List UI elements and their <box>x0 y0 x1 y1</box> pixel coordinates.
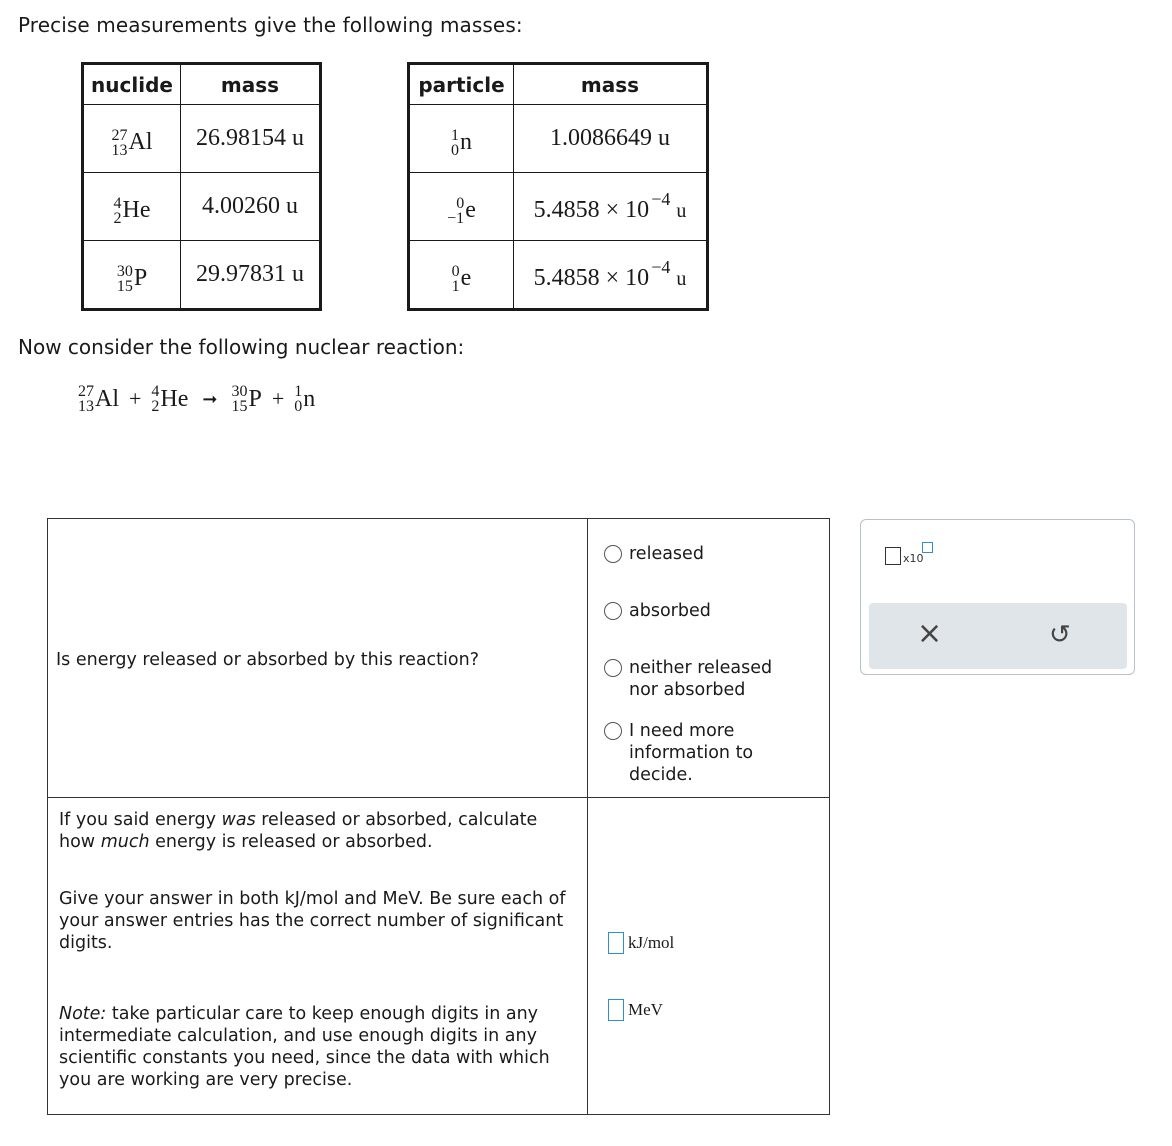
precision-note: Note: take particular care to keep enough digits in any intermediate calculation, and use enough digits in any scientific constants you need, since the data with which you are working are very precise. <box>59 1004 550 1090</box>
col-header-mass: mass <box>181 65 320 105</box>
particle-symbol: 0 −1 e <box>447 194 476 227</box>
nuclide-symbol: 30 15 P <box>116 262 148 295</box>
x10-label: x10 <box>903 552 924 565</box>
x10-base-box-icon <box>885 547 901 565</box>
table-row <box>84 241 320 309</box>
question-box <box>47 518 830 1115</box>
table-row <box>84 105 320 173</box>
reactant-helium: 4 2 He <box>151 383 189 415</box>
reactant-aluminum: 27 13 Al <box>78 383 119 415</box>
x10-exponent-button[interactable] <box>885 547 924 565</box>
table-row <box>410 173 707 241</box>
question-released-absorbed: Is energy released or absorbed by this reaction? <box>56 650 479 670</box>
nuclide-mass: 26.98154 u <box>181 105 320 173</box>
energy-options <box>604 543 824 786</box>
table-row <box>410 105 707 173</box>
product-neutron: 1 0 n <box>294 383 316 415</box>
question-calculate-energy: If you said energy was released or absorbed, calculate how much energy is released or absorbed. <box>59 810 538 852</box>
particle-table <box>409 64 707 309</box>
mev-answer-row <box>608 999 663 1021</box>
option-absorbed[interactable]: absorbed <box>604 600 824 622</box>
col-header-nuclide: nuclide <box>84 65 181 105</box>
option-released[interactable]: released <box>604 543 824 565</box>
option-neither[interactable]: neither released nor absorbed <box>604 657 784 701</box>
tool-actions-bar <box>869 603 1127 669</box>
nuclear-reaction <box>78 384 315 414</box>
kj-mol-input[interactable] <box>608 932 624 954</box>
table-row <box>410 241 707 309</box>
x10-exponent-box-icon <box>922 542 933 553</box>
plus-sign: + <box>129 386 142 411</box>
clear-icon[interactable]: × <box>917 616 943 651</box>
particle-mass: 5.4858 × 10 $^{-4}$ u <box>514 173 707 241</box>
intro-text: Precise measurements give the following masses: <box>18 13 523 37</box>
particle-symbol: 0 1 e <box>451 262 472 295</box>
particle-mass: 5.4858 × 10 $^{-4}$ u <box>514 241 707 309</box>
reaction-intro: Now consider the following nuclear reaction: <box>18 335 465 359</box>
option-need-more-info[interactable]: I need more information to decide. <box>604 720 774 786</box>
nuclide-symbol: 27 13 Al <box>111 126 153 159</box>
radio-button[interactable] <box>604 722 622 740</box>
nuclide-mass: 4.00260 u <box>181 173 320 241</box>
product-phosphorus: 30 15 P <box>231 383 262 415</box>
undo-icon[interactable]: ↺ <box>1049 620 1071 650</box>
kj-unit-label: kJ/mol <box>628 933 675 952</box>
nuclide-symbol: 4 2 He <box>113 194 151 227</box>
mev-input[interactable] <box>608 999 624 1021</box>
radio-button[interactable] <box>604 602 622 620</box>
col-header-mass: mass <box>514 65 707 105</box>
nuclide-table <box>83 64 320 309</box>
col-header-particle: particle <box>410 65 514 105</box>
radio-button[interactable] <box>604 545 622 563</box>
particle-symbol: 1 0 n <box>451 126 472 159</box>
answer-instructions: Give your answer in both kJ/mol and MeV. Be sure each of your answer entries has the correct number of significant digits. <box>59 889 566 953</box>
plus-sign: + <box>271 386 285 411</box>
nuclide-mass: 29.97831 u <box>181 241 320 309</box>
table-row <box>84 173 320 241</box>
mev-unit-label: MeV <box>628 1000 663 1019</box>
particle-mass: 1.0086649 u <box>514 105 707 173</box>
answer-tool-panel <box>860 519 1135 675</box>
radio-button[interactable] <box>604 659 622 677</box>
kj-answer-row <box>608 932 674 954</box>
reaction-arrow-icon: ➞ <box>202 388 218 409</box>
